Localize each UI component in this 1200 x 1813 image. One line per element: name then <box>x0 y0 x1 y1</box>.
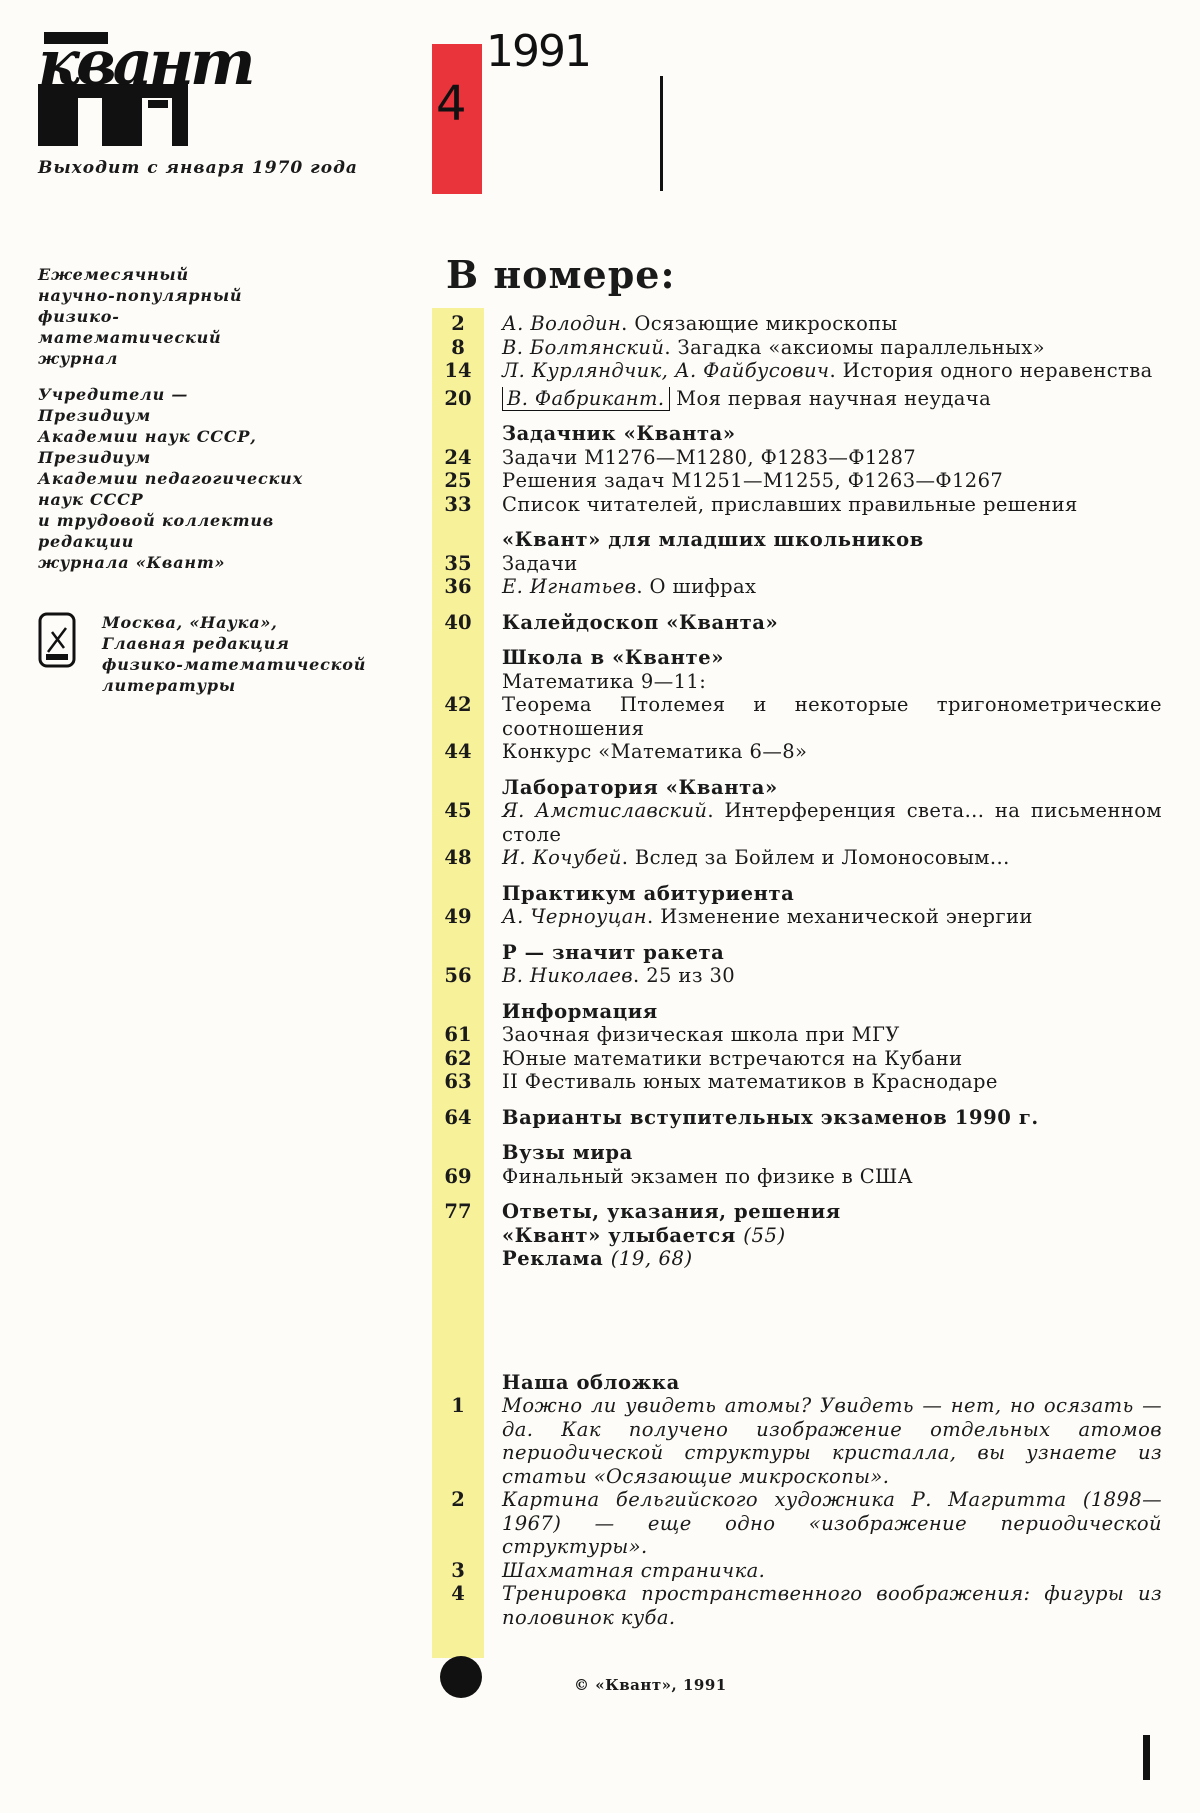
toc-entry[interactable]: 49 А. Черноуцан. Изменение механической энергии <box>444 905 1033 928</box>
toc-entry[interactable]: 63 II Фестиваль юных математиков в Краснодаре <box>444 1070 998 1093</box>
toc-section: Школа в «Кванте» <box>502 646 724 669</box>
toc-section: Лаборатория «Кванта» <box>502 775 778 799</box>
boxed-author: В. Фабрикант. <box>502 387 670 411</box>
toc-entry[interactable]: 20 В. Фабрикант. Моя первая научная неудача <box>444 386 992 410</box>
divider-line <box>660 76 663 191</box>
toc-section[interactable]: 77 Ответы, указания, решения <box>444 1200 841 1223</box>
toc-entry[interactable]: 48 И. Кочубей. Вслед за Бойлем и Ломоносовым... <box>444 846 1010 869</box>
page-number <box>1143 1735 1150 1780</box>
toc-entry[interactable]: 2 А. Володин. Осязающие микроскопы <box>451 312 898 335</box>
toc-section-cover: Наша обложка <box>502 1370 680 1394</box>
cover-entry[interactable]: 2 Картина бельгийского художника Р. Магритта (1898—1967) — еще одно «изображение периодической структуры». <box>451 1488 1162 1558</box>
toc-section[interactable]: 64 Варианты вступительных экзаменов 1990 г. <box>444 1105 1039 1129</box>
kvant-logo <box>38 28 318 148</box>
toc-entry[interactable]: 33 Список читателей, приславших правильные решения <box>444 492 1078 516</box>
cover-entry[interactable]: 4 Тренировка пространственного воображения: фигуры из половинок куба. <box>451 1582 1162 1629</box>
cover-entry[interactable]: 3 Шахматная страничка. <box>451 1558 766 1582</box>
toc-entry[interactable]: 8 В. Болтянский. Загадка «аксиомы параллельных» <box>451 335 1045 359</box>
toc-entry[interactable]: 45 Я. Амстиславский. Интерференция света... на письменном столе <box>444 799 1162 846</box>
toc-entry[interactable]: 56 В. Николаев. 25 из 30 <box>444 964 736 987</box>
page-number-text: 1 <box>1125 1735 1126 1736</box>
black-dot-mark <box>440 1656 482 1698</box>
toc-entry[interactable]: 42 Теорема Птолемея и некоторые тригонометрические соотношения <box>444 693 1162 740</box>
publisher-logo-icon <box>38 612 76 668</box>
toc-section: Практикум абитуриента <box>502 881 795 905</box>
toc-section[interactable]: 40 Калейдоскоп «Кванта» <box>444 610 779 634</box>
toc-section: «Квант» для младших школьников <box>502 528 924 551</box>
toc-entry[interactable]: 61 Заочная физическая школа при МГУ <box>444 1023 900 1046</box>
toc-subheading: Математика 9—11: <box>502 669 707 693</box>
journal-description: Ежемесячный научно-популярный физико-математический журнал <box>38 265 243 368</box>
toc-heading: В номере: <box>446 252 676 297</box>
toc-entry[interactable]: 36 Е. Игнатьев. О шифрах <box>444 575 757 598</box>
toc-entry[interactable]: 44 Конкурс «Математика 6—8» <box>444 740 808 763</box>
founders: Учредители — Президиум Академии наук СССР, Президиум Академии педагогических наук СССР и трудовой коллектив редакции журнала «Квант» <box>38 385 303 572</box>
toc-entry[interactable]: 25 Решения задач М1251—М1255, Ф1263—Ф1267 <box>444 469 1004 492</box>
cover-entry[interactable]: 1 Можно ли увидеть атомы? Увидеть — нет, но осязать — да. Как получено изображение отдельных атомов периодической структуры кристалла, вы узнаете из статьи «Осязающие микроскопы». <box>451 1394 1162 1488</box>
toc-section: Р — значит ракета <box>502 940 725 964</box>
toc-section[interactable]: Реклама (19, 68) <box>502 1247 693 1270</box>
issue-number: 4 <box>436 76 467 132</box>
logo-text: квант <box>38 28 252 99</box>
copyright: © «Квант», 1991 <box>574 1676 727 1694</box>
issue-year: 1991 <box>486 26 590 77</box>
toc-entry[interactable]: 35 Задачи <box>444 551 578 575</box>
publisher: Москва, «Наука», Главная редакция физико-математической литературы <box>102 613 367 695</box>
table-of-contents <box>432 312 1162 1629</box>
toc-entry[interactable]: 69 Финальный экзамен по физике в США <box>444 1164 913 1188</box>
toc-section: Вузы мира <box>502 1141 633 1164</box>
toc-entry[interactable]: 62 Юные математики встречаются на Кубани <box>444 1046 963 1070</box>
toc-section: Информация <box>502 999 658 1023</box>
toc-section[interactable]: «Квант» улыбается (55) <box>502 1223 786 1247</box>
toc-entry[interactable]: 24 Задачи М1276—М1280, Ф1283—Ф1287 <box>444 445 917 469</box>
since-line: Выходит с января 1970 года <box>38 158 358 178</box>
toc-entry[interactable]: 14 Л. Курляндчик, А. Файбусович. История одного неравенства <box>444 359 1153 382</box>
toc-section: Задачник «Кванта» <box>502 422 736 445</box>
